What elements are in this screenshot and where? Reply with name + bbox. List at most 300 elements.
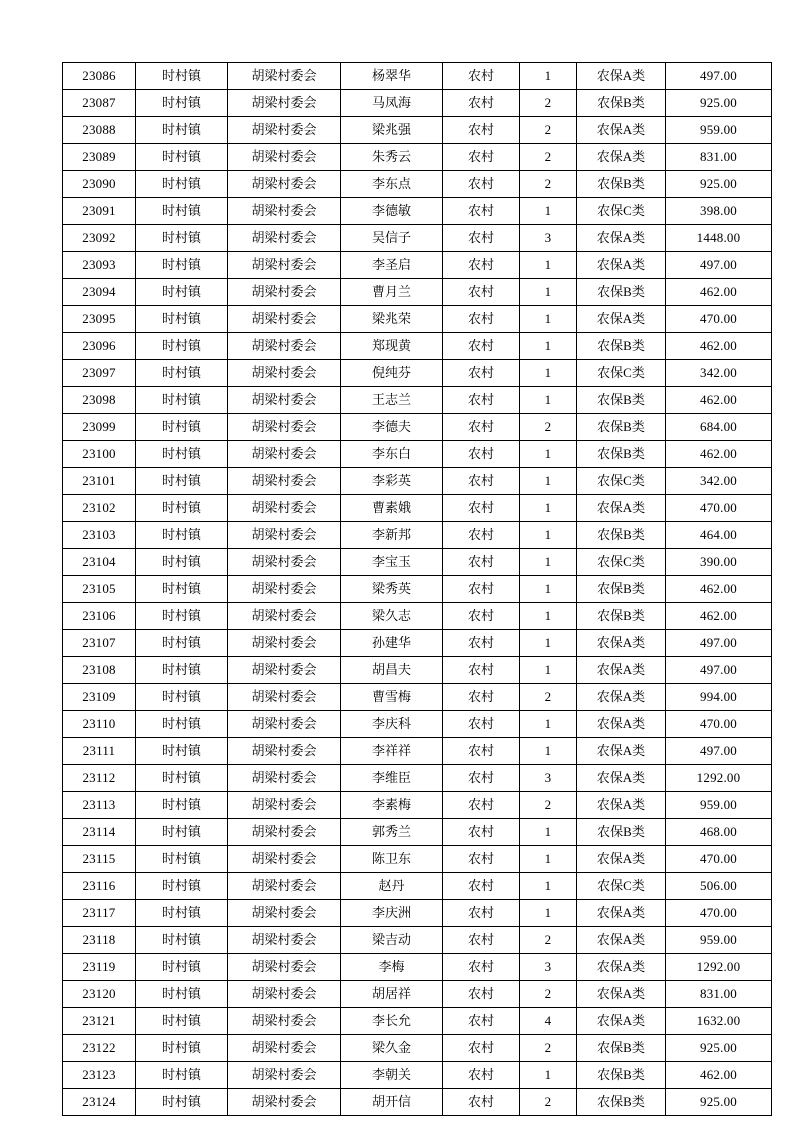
- cell-town: 时村镇: [136, 414, 228, 441]
- cell-name: 胡昌夫: [341, 657, 443, 684]
- cell-person-count: 1: [520, 306, 577, 333]
- cell-amount: 462.00: [666, 387, 772, 414]
- cell-town: 时村镇: [136, 495, 228, 522]
- cell-town: 时村镇: [136, 549, 228, 576]
- cell-town: 时村镇: [136, 360, 228, 387]
- cell-amount: 925.00: [666, 1089, 772, 1116]
- cell-id: 23092: [63, 225, 136, 252]
- cell-village: 胡梁村委会: [228, 981, 341, 1008]
- cell-name: 王志兰: [341, 387, 443, 414]
- cell-person-count: 4: [520, 1008, 577, 1035]
- cell-village: 胡梁村委会: [228, 927, 341, 954]
- cell-person-count: 2: [520, 414, 577, 441]
- cell-category: 农保B类: [577, 90, 666, 117]
- cell-category: 农保A类: [577, 144, 666, 171]
- cell-category: 农保A类: [577, 927, 666, 954]
- cell-person-count: 2: [520, 981, 577, 1008]
- cell-name: 杨翠华: [341, 63, 443, 90]
- cell-amount: 470.00: [666, 711, 772, 738]
- cell-person-count: 2: [520, 144, 577, 171]
- cell-amount: 390.00: [666, 549, 772, 576]
- cell-category: 农保B类: [577, 387, 666, 414]
- cell-person-count: 2: [520, 1089, 577, 1116]
- cell-id: 23102: [63, 495, 136, 522]
- cell-household-type: 农村: [443, 1062, 520, 1089]
- cell-village: 胡梁村委会: [228, 252, 341, 279]
- cell-town: 时村镇: [136, 1008, 228, 1035]
- table-row: [63, 1089, 772, 1116]
- cell-name: 梁兆强: [341, 117, 443, 144]
- cell-name: 梁久志: [341, 603, 443, 630]
- cell-town: 时村镇: [136, 846, 228, 873]
- cell-id: 23117: [63, 900, 136, 927]
- table-row: [63, 900, 772, 927]
- cell-town: 时村镇: [136, 279, 228, 306]
- cell-town: 时村镇: [136, 1089, 228, 1116]
- cell-amount: 497.00: [666, 630, 772, 657]
- cell-name: 胡居祥: [341, 981, 443, 1008]
- cell-category: 农保B类: [577, 819, 666, 846]
- cell-village: 胡梁村委会: [228, 765, 341, 792]
- cell-person-count: 1: [520, 630, 577, 657]
- cell-id: 23108: [63, 657, 136, 684]
- cell-village: 胡梁村委会: [228, 90, 341, 117]
- cell-household-type: 农村: [443, 738, 520, 765]
- cell-id: 23091: [63, 198, 136, 225]
- cell-village: 胡梁村委会: [228, 279, 341, 306]
- table-row: [63, 63, 772, 90]
- cell-village: 胡梁村委会: [228, 117, 341, 144]
- cell-category: 农保A类: [577, 954, 666, 981]
- cell-town: 时村镇: [136, 576, 228, 603]
- cell-town: 时村镇: [136, 765, 228, 792]
- cell-category: 农保B类: [577, 1035, 666, 1062]
- cell-person-count: 1: [520, 279, 577, 306]
- cell-id: 23096: [63, 333, 136, 360]
- cell-amount: 959.00: [666, 927, 772, 954]
- cell-name: 梁秀英: [341, 576, 443, 603]
- table-row: [63, 252, 772, 279]
- cell-household-type: 农村: [443, 333, 520, 360]
- cell-category: 农保C类: [577, 549, 666, 576]
- cell-person-count: 2: [520, 117, 577, 144]
- cell-household-type: 农村: [443, 927, 520, 954]
- cell-household-type: 农村: [443, 414, 520, 441]
- cell-town: 时村镇: [136, 144, 228, 171]
- cell-household-type: 农村: [443, 576, 520, 603]
- cell-village: 胡梁村委会: [228, 468, 341, 495]
- cell-household-type: 农村: [443, 495, 520, 522]
- table-row: [63, 1008, 772, 1035]
- cell-amount: 959.00: [666, 792, 772, 819]
- cell-town: 时村镇: [136, 738, 228, 765]
- cell-household-type: 农村: [443, 900, 520, 927]
- cell-id: 23113: [63, 792, 136, 819]
- cell-person-count: 1: [520, 549, 577, 576]
- cell-town: 时村镇: [136, 819, 228, 846]
- cell-name: 李东点: [341, 171, 443, 198]
- cell-amount: 925.00: [666, 171, 772, 198]
- cell-name: 胡开信: [341, 1089, 443, 1116]
- cell-category: 农保A类: [577, 252, 666, 279]
- table-row: [63, 198, 772, 225]
- cell-town: 时村镇: [136, 522, 228, 549]
- cell-town: 时村镇: [136, 306, 228, 333]
- cell-name: 陈卫东: [341, 846, 443, 873]
- cell-person-count: 3: [520, 954, 577, 981]
- table-row: [63, 171, 772, 198]
- cell-id: 23119: [63, 954, 136, 981]
- cell-person-count: 3: [520, 225, 577, 252]
- table-row: [63, 306, 772, 333]
- cell-id: 23112: [63, 765, 136, 792]
- table-row: [63, 279, 772, 306]
- cell-id: 23115: [63, 846, 136, 873]
- cell-amount: 462.00: [666, 576, 772, 603]
- cell-household-type: 农村: [443, 90, 520, 117]
- cell-person-count: 1: [520, 576, 577, 603]
- table-row: [63, 387, 772, 414]
- cell-household-type: 农村: [443, 765, 520, 792]
- cell-person-count: 1: [520, 657, 577, 684]
- cell-village: 胡梁村委会: [228, 900, 341, 927]
- cell-id: 23101: [63, 468, 136, 495]
- cell-household-type: 农村: [443, 792, 520, 819]
- cell-amount: 342.00: [666, 468, 772, 495]
- cell-name: 李长允: [341, 1008, 443, 1035]
- cell-household-type: 农村: [443, 1089, 520, 1116]
- cell-town: 时村镇: [136, 630, 228, 657]
- cell-village: 胡梁村委会: [228, 873, 341, 900]
- cell-household-type: 农村: [443, 684, 520, 711]
- cell-id: 23100: [63, 441, 136, 468]
- cell-household-type: 农村: [443, 468, 520, 495]
- cell-person-count: 1: [520, 360, 577, 387]
- cell-household-type: 农村: [443, 711, 520, 738]
- cell-village: 胡梁村委会: [228, 954, 341, 981]
- cell-id: 23106: [63, 603, 136, 630]
- cell-category: 农保A类: [577, 657, 666, 684]
- cell-category: 农保A类: [577, 738, 666, 765]
- cell-town: 时村镇: [136, 468, 228, 495]
- cell-amount: 462.00: [666, 279, 772, 306]
- cell-id: 23123: [63, 1062, 136, 1089]
- cell-person-count: 1: [520, 468, 577, 495]
- table-row: [63, 819, 772, 846]
- cell-town: 时村镇: [136, 684, 228, 711]
- cell-category: 农保A类: [577, 306, 666, 333]
- cell-id: 23124: [63, 1089, 136, 1116]
- cell-name: 李德夫: [341, 414, 443, 441]
- cell-name: 马凤海: [341, 90, 443, 117]
- cell-village: 胡梁村委会: [228, 630, 341, 657]
- cell-town: 时村镇: [136, 1062, 228, 1089]
- cell-household-type: 农村: [443, 279, 520, 306]
- table-row: [63, 657, 772, 684]
- cell-household-type: 农村: [443, 846, 520, 873]
- cell-town: 时村镇: [136, 387, 228, 414]
- cell-amount: 1292.00: [666, 765, 772, 792]
- cell-household-type: 农村: [443, 657, 520, 684]
- cell-person-count: 1: [520, 603, 577, 630]
- cell-id: 23120: [63, 981, 136, 1008]
- cell-person-count: 2: [520, 684, 577, 711]
- cell-name: 赵丹: [341, 873, 443, 900]
- cell-person-count: 2: [520, 90, 577, 117]
- cell-id: 23099: [63, 414, 136, 441]
- cell-town: 时村镇: [136, 63, 228, 90]
- cell-id: 23095: [63, 306, 136, 333]
- cell-name: 李维臣: [341, 765, 443, 792]
- cell-amount: 462.00: [666, 441, 772, 468]
- cell-id: 23107: [63, 630, 136, 657]
- cell-name: 李圣启: [341, 252, 443, 279]
- cell-village: 胡梁村委会: [228, 522, 341, 549]
- cell-amount: 831.00: [666, 144, 772, 171]
- cell-town: 时村镇: [136, 225, 228, 252]
- cell-village: 胡梁村委会: [228, 306, 341, 333]
- cell-id: 23110: [63, 711, 136, 738]
- cell-amount: 497.00: [666, 738, 772, 765]
- cell-village: 胡梁村委会: [228, 846, 341, 873]
- table-row: [63, 1035, 772, 1062]
- cell-id: 23088: [63, 117, 136, 144]
- cell-amount: 462.00: [666, 333, 772, 360]
- cell-amount: 470.00: [666, 846, 772, 873]
- cell-person-count: 2: [520, 927, 577, 954]
- cell-name: 曹素娥: [341, 495, 443, 522]
- cell-village: 胡梁村委会: [228, 1008, 341, 1035]
- cell-name: 李祥祥: [341, 738, 443, 765]
- beneficiary-table: [62, 62, 772, 1116]
- table-row: [63, 522, 772, 549]
- cell-category: 农保B类: [577, 279, 666, 306]
- cell-village: 胡梁村委会: [228, 414, 341, 441]
- cell-name: 吴信子: [341, 225, 443, 252]
- cell-name: 李德敏: [341, 198, 443, 225]
- cell-amount: 1448.00: [666, 225, 772, 252]
- cell-village: 胡梁村委会: [228, 495, 341, 522]
- table-row: [63, 414, 772, 441]
- cell-household-type: 农村: [443, 360, 520, 387]
- cell-amount: 464.00: [666, 522, 772, 549]
- cell-amount: 959.00: [666, 117, 772, 144]
- cell-category: 农保A类: [577, 684, 666, 711]
- table-row: [63, 711, 772, 738]
- cell-person-count: 1: [520, 819, 577, 846]
- cell-category: 农保C类: [577, 360, 666, 387]
- cell-id: 23118: [63, 927, 136, 954]
- cell-category: 农保A类: [577, 495, 666, 522]
- cell-name: 李庆洲: [341, 900, 443, 927]
- cell-town: 时村镇: [136, 117, 228, 144]
- cell-person-count: 1: [520, 63, 577, 90]
- cell-amount: 506.00: [666, 873, 772, 900]
- cell-household-type: 农村: [443, 522, 520, 549]
- cell-category: 农保A类: [577, 792, 666, 819]
- table-row: [63, 225, 772, 252]
- cell-name: 李宝玉: [341, 549, 443, 576]
- cell-category: 农保A类: [577, 981, 666, 1008]
- cell-name: 梁久金: [341, 1035, 443, 1062]
- cell-town: 时村镇: [136, 198, 228, 225]
- cell-name: 梁吉动: [341, 927, 443, 954]
- cell-household-type: 农村: [443, 981, 520, 1008]
- cell-id: 23105: [63, 576, 136, 603]
- cell-household-type: 农村: [443, 225, 520, 252]
- cell-village: 胡梁村委会: [228, 603, 341, 630]
- cell-category: 农保A类: [577, 225, 666, 252]
- table-row: [63, 603, 772, 630]
- table-row: [63, 441, 772, 468]
- cell-town: 时村镇: [136, 90, 228, 117]
- cell-id: 23114: [63, 819, 136, 846]
- cell-name: 倪纯芬: [341, 360, 443, 387]
- cell-id: 23122: [63, 1035, 136, 1062]
- cell-household-type: 农村: [443, 873, 520, 900]
- cell-person-count: 2: [520, 171, 577, 198]
- cell-village: 胡梁村委会: [228, 792, 341, 819]
- cell-town: 时村镇: [136, 333, 228, 360]
- cell-household-type: 农村: [443, 954, 520, 981]
- cell-person-count: 1: [520, 252, 577, 279]
- cell-amount: 684.00: [666, 414, 772, 441]
- cell-household-type: 农村: [443, 306, 520, 333]
- table-row: [63, 1062, 772, 1089]
- cell-amount: 497.00: [666, 252, 772, 279]
- cell-town: 时村镇: [136, 441, 228, 468]
- cell-village: 胡梁村委会: [228, 819, 341, 846]
- cell-amount: 470.00: [666, 495, 772, 522]
- cell-id: 23109: [63, 684, 136, 711]
- cell-name: 李庆科: [341, 711, 443, 738]
- cell-household-type: 农村: [443, 603, 520, 630]
- cell-id: 23103: [63, 522, 136, 549]
- cell-household-type: 农村: [443, 1035, 520, 1062]
- cell-amount: 1292.00: [666, 954, 772, 981]
- table-row: [63, 333, 772, 360]
- cell-category: 农保A类: [577, 765, 666, 792]
- cell-id: 23116: [63, 873, 136, 900]
- cell-category: 农保B类: [577, 414, 666, 441]
- cell-id: 23093: [63, 252, 136, 279]
- cell-village: 胡梁村委会: [228, 441, 341, 468]
- table-row: [63, 765, 772, 792]
- cell-category: 农保C类: [577, 873, 666, 900]
- table-row: [63, 117, 772, 144]
- cell-category: 农保B类: [577, 1089, 666, 1116]
- cell-village: 胡梁村委会: [228, 63, 341, 90]
- cell-id: 23086: [63, 63, 136, 90]
- cell-category: 农保B类: [577, 441, 666, 468]
- cell-town: 时村镇: [136, 954, 228, 981]
- cell-village: 胡梁村委会: [228, 333, 341, 360]
- cell-village: 胡梁村委会: [228, 549, 341, 576]
- table-row: [63, 90, 772, 117]
- cell-name: 梁兆荣: [341, 306, 443, 333]
- cell-amount: 925.00: [666, 90, 772, 117]
- cell-person-count: 2: [520, 792, 577, 819]
- cell-id: 23087: [63, 90, 136, 117]
- cell-household-type: 农村: [443, 198, 520, 225]
- cell-town: 时村镇: [136, 873, 228, 900]
- cell-household-type: 农村: [443, 171, 520, 198]
- cell-category: 农保B类: [577, 522, 666, 549]
- cell-town: 时村镇: [136, 657, 228, 684]
- cell-village: 胡梁村委会: [228, 1035, 341, 1062]
- cell-household-type: 农村: [443, 117, 520, 144]
- cell-amount: 398.00: [666, 198, 772, 225]
- cell-town: 时村镇: [136, 171, 228, 198]
- table-row: [63, 144, 772, 171]
- cell-village: 胡梁村委会: [228, 1089, 341, 1116]
- cell-id: 23111: [63, 738, 136, 765]
- table-row: [63, 927, 772, 954]
- table-row: [63, 630, 772, 657]
- table-row: [63, 846, 772, 873]
- cell-person-count: 1: [520, 387, 577, 414]
- cell-name: 曹雪梅: [341, 684, 443, 711]
- cell-village: 胡梁村委会: [228, 576, 341, 603]
- cell-town: 时村镇: [136, 603, 228, 630]
- cell-person-count: 1: [520, 846, 577, 873]
- cell-id: 23097: [63, 360, 136, 387]
- cell-amount: 468.00: [666, 819, 772, 846]
- cell-category: 农保A类: [577, 900, 666, 927]
- table-row: [63, 576, 772, 603]
- cell-village: 胡梁村委会: [228, 198, 341, 225]
- cell-town: 时村镇: [136, 1035, 228, 1062]
- cell-amount: 925.00: [666, 1035, 772, 1062]
- cell-category: 农保A类: [577, 630, 666, 657]
- cell-household-type: 农村: [443, 1008, 520, 1035]
- cell-household-type: 农村: [443, 441, 520, 468]
- cell-village: 胡梁村委会: [228, 657, 341, 684]
- table-row: [63, 360, 772, 387]
- cell-village: 胡梁村委会: [228, 360, 341, 387]
- table-body: [63, 63, 772, 1116]
- cell-household-type: 农村: [443, 63, 520, 90]
- cell-name: 李东白: [341, 441, 443, 468]
- cell-category: 农保A类: [577, 63, 666, 90]
- cell-amount: 462.00: [666, 603, 772, 630]
- cell-village: 胡梁村委会: [228, 711, 341, 738]
- table-row: [63, 954, 772, 981]
- cell-household-type: 农村: [443, 387, 520, 414]
- cell-town: 时村镇: [136, 252, 228, 279]
- cell-town: 时村镇: [136, 981, 228, 1008]
- cell-person-count: 1: [520, 198, 577, 225]
- cell-amount: 1632.00: [666, 1008, 772, 1035]
- cell-village: 胡梁村委会: [228, 1062, 341, 1089]
- cell-person-count: 1: [520, 873, 577, 900]
- cell-id: 23090: [63, 171, 136, 198]
- cell-person-count: 1: [520, 333, 577, 360]
- table-row: [63, 684, 772, 711]
- cell-household-type: 农村: [443, 549, 520, 576]
- cell-amount: 462.00: [666, 1062, 772, 1089]
- cell-category: 农保A类: [577, 711, 666, 738]
- cell-person-count: 1: [520, 522, 577, 549]
- table-row: [63, 495, 772, 522]
- cell-name: 李新邦: [341, 522, 443, 549]
- cell-village: 胡梁村委会: [228, 144, 341, 171]
- cell-village: 胡梁村委会: [228, 225, 341, 252]
- cell-category: 农保B类: [577, 576, 666, 603]
- cell-category: 农保B类: [577, 603, 666, 630]
- cell-town: 时村镇: [136, 711, 228, 738]
- cell-amount: 831.00: [666, 981, 772, 1008]
